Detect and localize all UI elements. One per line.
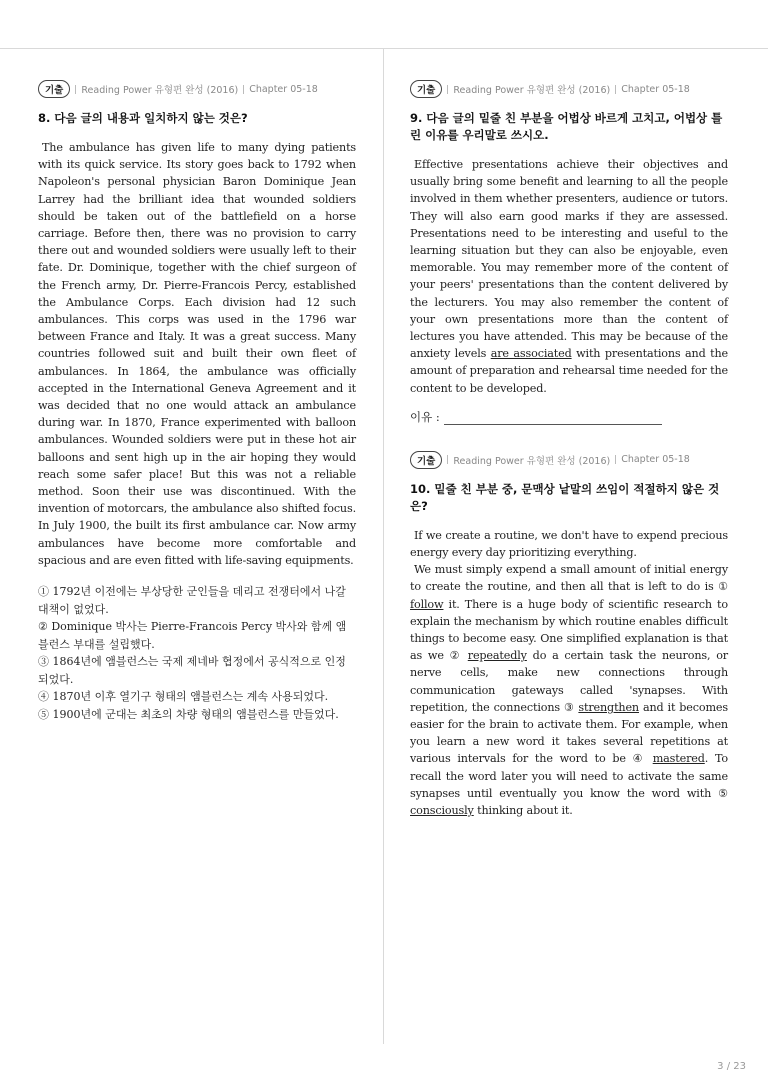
passage-text: with presentations and the amount of preparation and rehearsal time needed for the content to be developed.	[410, 347, 728, 395]
choice-2: ② Dominique 박사는 Pierre-Francois Percy 박사와 함께 앰블런스 부대를 설립했다.	[38, 620, 347, 651]
page-number: 3 / 23	[717, 1061, 746, 1072]
header-rule	[0, 48, 768, 49]
underlined-word-4: mastered	[652, 752, 705, 766]
meta-separator	[615, 455, 616, 464]
question-10-title: 10. 밑줄 친 부분 중, 문맥상 낱말의 쓰임이 적절하지 않은 것은?	[410, 481, 720, 513]
meta-separator	[243, 85, 244, 94]
answer-blank[interactable]	[444, 412, 662, 425]
chapter-label: Chapter 05-18	[621, 83, 690, 95]
question-9-title: 9. 다음 글의 밑줄 친 부분을 어법상 바르게 고치고, 어법상 틀린 이유를 우리말로 쓰시오.	[410, 111, 723, 142]
passage-text: The ambulance has given life to many dying patients with its quick service. Its story goes back to 1792 when Napoleon's personal physician Baron Dominique Jean Larrey had the brilliant idea that wounded soldiers should be taken out of the battlefield on a horse carriage. Before then, there was no provision to carry there out and wounded soldiers were usually left to their fate. Dr. Dominique, together with the chief surgeon of the French army, Dr. Pierre-Francois Percy, established the Ambulance Corps. Each division had 12 such ambulances. This corps was used in the 1796 war between France and Italy. It was a great success. Many countries followed suit and built their own fleet of ambulances. In 1864, the ambulance was officially accepted in the International Geneva Agreement and it was decided that no one would attack an ambulance during war. In 1870, France experimented with balloon ambulances. Wounded soldiers were put in these hot air balloons and sent high up in the air hoping they would reach some safer place! But this was not a reliable method. Soon their use was discontinued. With the invention of motorcars, the ambulance also shifted focus. In July 1900, the built its first ambulance car. Now army ambulances have become more comfortable and spacious and are even fitted with life-saving equipments.	[38, 141, 356, 567]
source-label: Reading Power 유형편 완성 (2016)	[453, 455, 611, 467]
chapter-label: Chapter 05-18	[249, 83, 318, 95]
underlined-word-5: consciously	[410, 804, 474, 818]
question-8-block	[38, 80, 356, 723]
right-column	[410, 80, 728, 819]
answer-label: 이유 :	[410, 409, 440, 424]
choice-3: ③ 1864년에 앰블런스는 국제 제네바 협정에서 공식적으로 인정되었다.	[38, 655, 346, 686]
exam-tag: 기출	[410, 80, 442, 98]
meta-separator	[447, 455, 448, 464]
meta-separator	[75, 85, 76, 94]
question-9-meta	[410, 80, 728, 98]
choice-4: ④ 1870년 이후 열기구 형태의 앰블런스는 계속 사용되었다.	[38, 690, 329, 704]
question-9-block	[410, 80, 728, 425]
passage-text: . To recall the word later you will need to activate the same synapses until eventually you know the word with ⑤	[410, 752, 728, 800]
passage-text: If we create a routine, we don't have to expend precious energy every day prioritizing everything.	[410, 528, 728, 560]
passage-text: do a certain task the neurons, or nerve cells, make new connections through communication gateways called 'synapses. With repetition, the connections ③	[410, 649, 728, 714]
passage-text: and it becomes easier for the brain to activate them. For example, when you learn a new word it takes several repetitions at various intervals for the word to be ④	[410, 700, 728, 766]
question-8-passage	[38, 139, 356, 569]
question-8-choices	[38, 583, 356, 723]
exam-tag: 기출	[410, 451, 442, 469]
passage-text: We must simply expend a small amount of initial energy to create the routine, and then all that is left to do is ①	[410, 563, 728, 594]
passage-text: thinking about it.	[473, 804, 573, 818]
question-10-block	[410, 451, 728, 819]
underlined-word-3: strengthen	[578, 700, 639, 714]
passage-text: it. There is a huge body of scientific research to explain the mechanism by which routine enables difficult things to become easy. One simplified explanation is that as we ②	[410, 597, 728, 663]
question-8-title: 8. 다음 글의 내용과 일치하지 않는 것은?	[38, 111, 248, 125]
meta-separator	[615, 85, 616, 94]
source-label: Reading Power 유형편 완성 (2016)	[81, 85, 239, 96]
underlined-phrase: are associated	[490, 347, 572, 361]
passage-text: Effective presentations achieve their objectives and usually bring some benefit and learning to all the people involved in them whether presenters, audience or tutors. They will also earn good marks if they are assessed. Presentations need to be interesting and useful to the learning situation but they can also be enjoyable, even memorable. You may remember more of the content of your peers' presentations than the content delivered by the lecturers. You may also remember the content of your own presentations more than the content of lectures you have attended. This may be because of the anxiety levels	[410, 158, 728, 361]
question-8-meta	[38, 80, 356, 98]
answer-line	[410, 409, 728, 425]
choice-1: ① 1792년 이전에는 부상당한 군인들을 데리고 전쟁터에서 나갈 대책이 없었다.	[38, 585, 346, 616]
meta-separator	[447, 85, 448, 94]
exam-tag: 기출	[38, 80, 70, 98]
question-10-passage	[410, 527, 728, 819]
question-10-meta	[410, 451, 728, 469]
underlined-word-2: repeatedly	[467, 649, 527, 663]
chapter-label: Chapter 05-18	[621, 454, 690, 466]
underlined-word-1: follow	[410, 597, 444, 611]
column-divider	[383, 49, 384, 1044]
choice-5: ⑤ 1900년에 군대는 최초의 차량 형태의 앰블런스를 만들었다.	[38, 707, 339, 721]
source-label: Reading Power 유형편 완성 (2016)	[453, 85, 611, 96]
question-9-passage	[410, 156, 728, 397]
